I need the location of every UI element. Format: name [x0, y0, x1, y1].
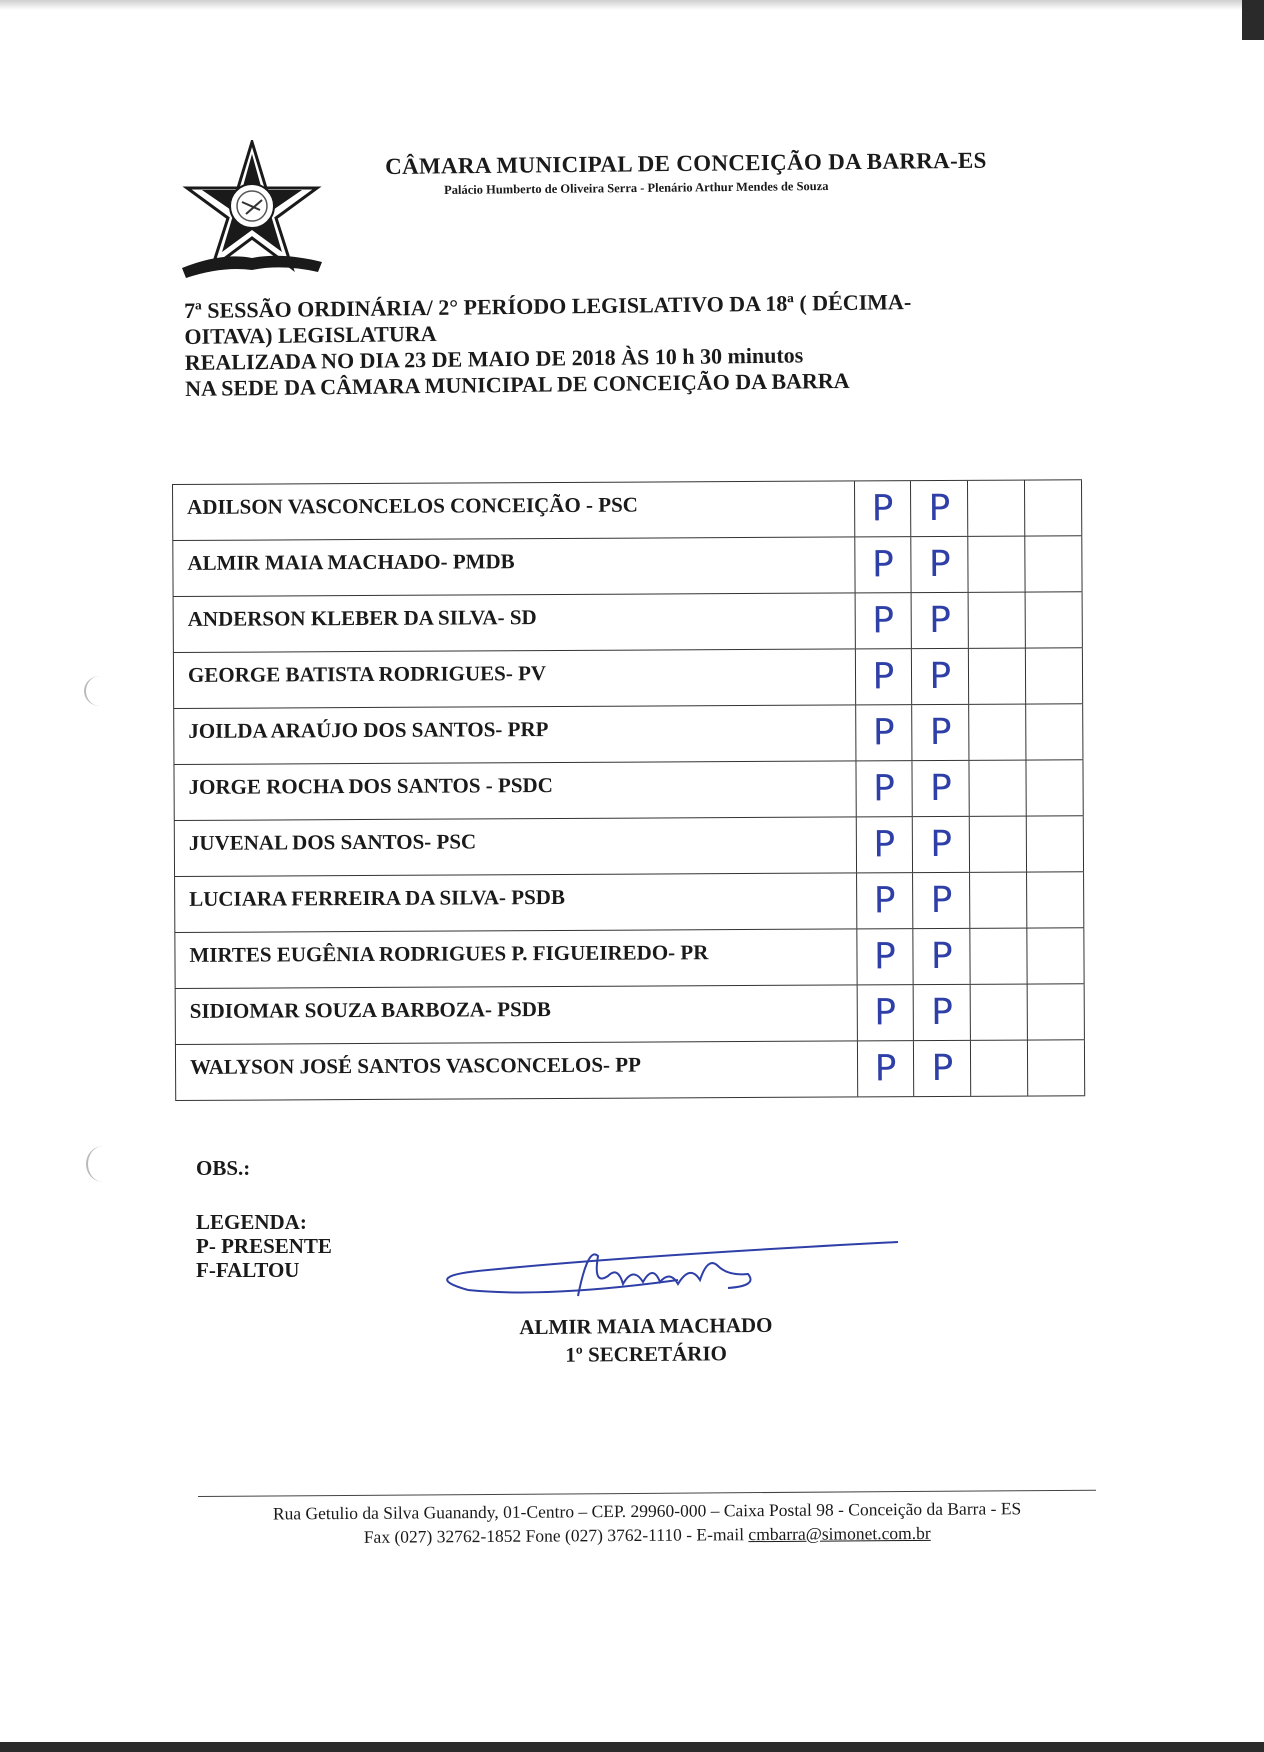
- councillor-name: ALMIR MAIA MACHADO- PMDB: [172, 537, 855, 596]
- attendance-row: [173, 591, 1083, 652]
- attendance-cell: [1026, 592, 1083, 647]
- signer-name: ALMIR MAIA MACHADO: [519, 1312, 773, 1340]
- attendance-row: [173, 703, 1083, 764]
- footer-address: Rua Getulio da Silva Guanandy, 01-Centro – CEP. 29960-000 – Caixa Postal 98 - Conceição da Barra - ES: [272, 1498, 1022, 1524]
- attendance-cell: [914, 929, 971, 984]
- handwritten-mark: P: [874, 992, 897, 1034]
- footer-email-link[interactable]: cmbarra@simonet.com.br: [748, 1522, 931, 1545]
- scan-edge-bottom: [0, 1742, 1264, 1752]
- councillor-name: ADILSON VASCONCELOS CONCEIÇÃO - PSC: [172, 481, 855, 540]
- attendance-cell: [969, 537, 1026, 592]
- attendance-cell: [1027, 816, 1084, 871]
- councillor-name: LUCIARA FERREIRA DA SILVA- PSDB: [174, 873, 857, 932]
- attendance-row: [174, 871, 1084, 932]
- handwritten-mark: P: [928, 543, 951, 586]
- attendance-cell: [914, 1041, 971, 1096]
- signer-role: 1º SECRETÁRIO: [565, 1341, 728, 1367]
- attendance-cell: [971, 1041, 1028, 1096]
- attendance-cell: [1028, 984, 1085, 1039]
- handwritten-mark: P: [930, 879, 953, 922]
- legend-absent: F-FALTOU: [196, 1258, 300, 1282]
- attendance-cell: [970, 817, 1027, 872]
- councillor-name: SIDIOMAR SOUZA BARBOZA- PSDB: [175, 985, 858, 1044]
- attendance-cell: [854, 481, 911, 536]
- attendance-cell: [970, 873, 1027, 928]
- attendance-cell: [913, 761, 970, 816]
- attendance-cell: [856, 705, 913, 760]
- handwritten-mark: P: [874, 1048, 897, 1090]
- attendance-row: [174, 815, 1084, 876]
- attendance-cell: [1028, 1040, 1085, 1095]
- session-line-4: NA SEDE DA CÂMARA MUNICIPAL DE CONCEIÇÃO DA BARRA: [184, 367, 850, 401]
- councillor-name: ANDERSON KLEBER DA SILVA- SD: [173, 593, 856, 652]
- session-line-3: REALIZADA NO DIA 23 DE MAIO DE 2018 ÀS 10 h 30 minutos: [184, 342, 804, 375]
- org-title: CÂMARA MUNICIPAL DE CONCEIÇÃO DA BARRA-ES: [385, 147, 987, 179]
- handwritten-mark: P: [929, 767, 952, 810]
- footer: [198, 1496, 1096, 1550]
- handwritten-mark: P: [872, 600, 895, 642]
- handwritten-mark: P: [873, 768, 896, 810]
- attendance-cell: [968, 481, 1025, 536]
- attendance-cell: [913, 817, 970, 872]
- session-line-1: 7ª SESSÃO ORDINÁRIA/ 2° PERÍODO LEGISLATIVO DA 18ª ( DÉCIMA-: [184, 289, 912, 323]
- attendance-cell: [912, 537, 969, 592]
- handwritten-mark: P: [929, 711, 952, 754]
- handwritten-mark: P: [873, 936, 896, 978]
- scan-edge-right: [1242, 0, 1264, 40]
- attendance-cell: [971, 929, 1028, 984]
- obs-label: OBS.:: [196, 1156, 251, 1180]
- footer-contact: Fax (027) 32762-1852 Fone (027) 3762-1110 - E-mail: [363, 1524, 749, 1547]
- attendance-cell: [913, 873, 970, 928]
- punch-hole-mark: [84, 676, 116, 706]
- session-heading: [184, 289, 912, 402]
- attendance-table: [172, 479, 1085, 1101]
- attendance-cell: [1027, 872, 1084, 927]
- attendance-row: [174, 927, 1084, 988]
- session-line-2: OITAVA) LEGISLATURA: [184, 320, 437, 349]
- attendance-cell: [912, 649, 969, 704]
- councillor-name: WALYSON JOSÉ SANTOS VASCONCELOS- PP: [175, 1041, 858, 1100]
- attendance-row: [175, 1039, 1085, 1101]
- attendance-cell: [914, 985, 971, 1040]
- handwritten-mark: P: [871, 488, 894, 530]
- punch-hole-mark: [86, 1146, 120, 1182]
- attendance-cell: [856, 761, 913, 816]
- attendance-row: [173, 647, 1083, 708]
- councillor-name: MIRTES EUGÊNIA RODRIGUES P. FIGUEIREDO- PR: [174, 929, 857, 988]
- councillor-name: JOILDA ARAÚJO DOS SANTOS- PRP: [173, 705, 856, 764]
- handwritten-mark: P: [929, 599, 952, 642]
- attendance-cell: [971, 985, 1028, 1040]
- handwritten-mark: P: [929, 655, 952, 698]
- attendance-cell: [1027, 928, 1084, 983]
- attendance-cell: [857, 873, 914, 928]
- attendance-cell: [857, 1041, 914, 1096]
- handwritten-mark: P: [872, 656, 895, 698]
- handwritten-mark: P: [930, 935, 953, 978]
- attendance-cell: [911, 481, 968, 536]
- councillor-name: JORGE ROCHA DOS SANTOS - PSDC: [173, 761, 856, 820]
- councillor-name: JUVENAL DOS SANTOS- PSC: [174, 817, 857, 876]
- attendance-cell: [856, 817, 913, 872]
- attendance-row: [172, 535, 1082, 596]
- attendance-cell: [969, 705, 1026, 760]
- attendance-cell: [969, 593, 1026, 648]
- handwritten-mark: P: [871, 544, 894, 586]
- chamber-star-logo: [182, 140, 322, 280]
- attendance-cell: [855, 537, 912, 592]
- attendance-cell: [857, 985, 914, 1040]
- attendance-row: [175, 983, 1085, 1044]
- scan-edge-top: [0, 0, 1264, 10]
- attendance-cell: [857, 929, 914, 984]
- attendance-cell: [969, 649, 1026, 704]
- attendance-cell: [913, 705, 970, 760]
- attendance-cell: [912, 593, 969, 648]
- attendance-cell: [1025, 480, 1082, 535]
- legend-present: P- PRESENTE: [196, 1234, 332, 1258]
- handwritten-signature: [428, 1236, 908, 1316]
- handwritten-mark: P: [872, 712, 895, 754]
- attendance-cell: [1027, 760, 1084, 815]
- signer-block: [496, 1311, 796, 1370]
- org-subtitle: Palácio Humberto de Oliveira Serra - Plenário Arthur Mendes de Souza: [444, 178, 829, 197]
- councillor-name: GEORGE BATISTA RODRIGUES- PV: [173, 649, 856, 708]
- attendance-cell: [1026, 648, 1083, 703]
- attendance-cell: [855, 649, 912, 704]
- legend-title: LEGENDA:: [196, 1210, 307, 1234]
- handwritten-mark: P: [931, 991, 954, 1034]
- attendance-cell: [855, 593, 912, 648]
- handwritten-mark: P: [930, 823, 953, 866]
- legend: [196, 1210, 332, 1282]
- handwritten-mark: P: [928, 487, 951, 530]
- attendance-row: [173, 759, 1083, 820]
- attendance-cell: [970, 761, 1027, 816]
- handwritten-mark: P: [931, 1047, 954, 1090]
- attendance-row: [172, 479, 1082, 540]
- attendance-cell: [1026, 704, 1083, 759]
- handwritten-mark: P: [873, 880, 896, 922]
- attendance-cell: [1025, 536, 1082, 591]
- handwritten-mark: P: [873, 824, 896, 866]
